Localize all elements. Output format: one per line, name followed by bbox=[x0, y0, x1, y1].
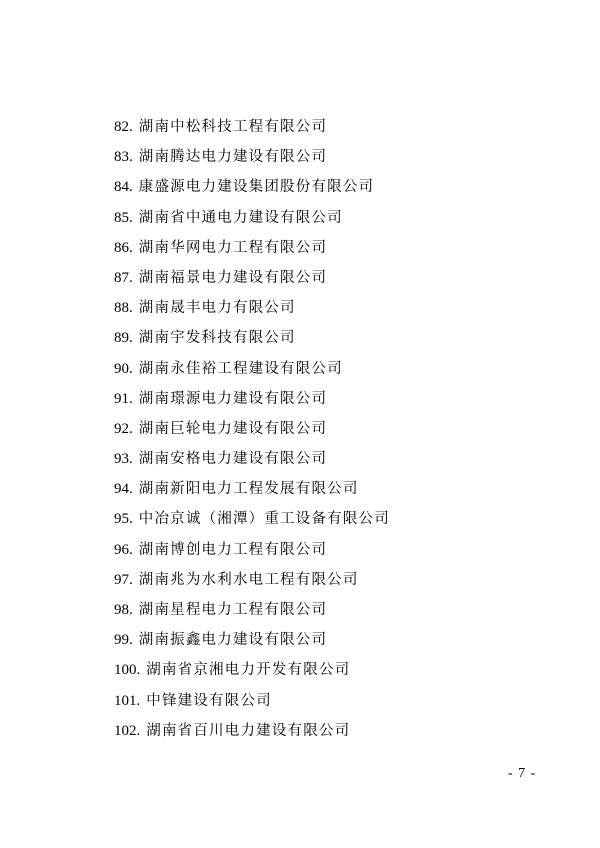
item-number: 88. bbox=[114, 300, 133, 317]
item-number: 101. bbox=[114, 692, 141, 709]
list-item bbox=[114, 686, 390, 716]
item-number: 94. bbox=[114, 481, 133, 498]
company-name: 康盛源电力建设集团股份有限公司 bbox=[138, 179, 375, 196]
company-name: 湖南华网电力工程有限公司 bbox=[138, 239, 328, 256]
list-item bbox=[114, 172, 390, 202]
company-name: 湖南中松科技工程有限公司 bbox=[138, 119, 328, 135]
item-number: 91. bbox=[114, 390, 133, 407]
item-number: 89. bbox=[114, 330, 133, 347]
item-number: 93. bbox=[114, 451, 133, 468]
company-name: 湖南博创电力工程有限公司 bbox=[138, 541, 328, 558]
list-item bbox=[114, 263, 390, 293]
company-name: 湖南晟丰电力有限公司 bbox=[138, 300, 296, 317]
item-number: 90. bbox=[114, 360, 133, 377]
item-number: 95. bbox=[114, 511, 133, 528]
company-name: 湖南璟源电力建设有限公司 bbox=[138, 390, 328, 407]
list-item bbox=[114, 384, 390, 414]
item-number: 97. bbox=[114, 571, 133, 588]
list-item bbox=[114, 535, 390, 565]
list-item bbox=[114, 323, 390, 353]
item-number: 92. bbox=[114, 420, 133, 437]
list-item bbox=[114, 293, 390, 323]
company-name: 湖南宇发科技有限公司 bbox=[138, 330, 296, 347]
list-item bbox=[114, 203, 390, 233]
item-number: 99. bbox=[114, 632, 133, 649]
list-item bbox=[114, 142, 390, 172]
company-name: 湖南省百川电力建设有限公司 bbox=[146, 722, 351, 739]
company-name: 湖南省中通电力建设有限公司 bbox=[138, 209, 343, 226]
item-number: 100. bbox=[114, 662, 141, 679]
company-name: 湖南振鑫电力建设有限公司 bbox=[138, 632, 328, 649]
list-item bbox=[114, 625, 390, 655]
item-number: 84. bbox=[114, 179, 133, 196]
company-name: 湖南省京湘电力开发有限公司 bbox=[146, 662, 351, 679]
list-item bbox=[114, 414, 390, 444]
list-item bbox=[114, 233, 390, 263]
company-name: 湖南兆为水利水电工程有限公司 bbox=[138, 571, 359, 588]
company-name: 湖南巨轮电力建设有限公司 bbox=[138, 420, 328, 437]
list-item bbox=[114, 504, 390, 534]
item-number: 102. bbox=[114, 722, 141, 739]
company-name: 湖南永佳裕工程建设有限公司 bbox=[138, 360, 343, 377]
company-name: 湖南腾达电力建设有限公司 bbox=[138, 149, 328, 166]
list-item bbox=[114, 112, 390, 142]
company-name: 中冶京诚（湘潭）重工设备有限公司 bbox=[138, 511, 390, 528]
company-list bbox=[114, 112, 390, 746]
list-item bbox=[114, 655, 390, 685]
item-number: 96. bbox=[114, 541, 133, 558]
company-name: 湖南新阳电力工程发展有限公司 bbox=[138, 481, 359, 498]
item-number: 85. bbox=[114, 209, 133, 226]
list-item bbox=[114, 354, 390, 384]
item-number: 82. bbox=[114, 119, 133, 135]
list-item bbox=[114, 595, 390, 625]
item-number: 98. bbox=[114, 602, 133, 618]
list-item bbox=[114, 716, 390, 746]
company-name: 湖南安格电力建设有限公司 bbox=[138, 451, 328, 468]
item-number: 86. bbox=[114, 239, 133, 256]
page-number: - 7 - bbox=[508, 766, 537, 781]
company-name: 中锋建设有限公司 bbox=[146, 692, 272, 709]
company-name: 湖南星程电力工程有限公司 bbox=[138, 602, 328, 618]
list-item bbox=[114, 474, 390, 504]
list-item bbox=[114, 444, 390, 474]
item-number: 83. bbox=[114, 149, 133, 166]
list-item bbox=[114, 565, 390, 595]
item-number: 87. bbox=[114, 269, 133, 286]
company-name: 湖南福景电力建设有限公司 bbox=[138, 269, 328, 286]
